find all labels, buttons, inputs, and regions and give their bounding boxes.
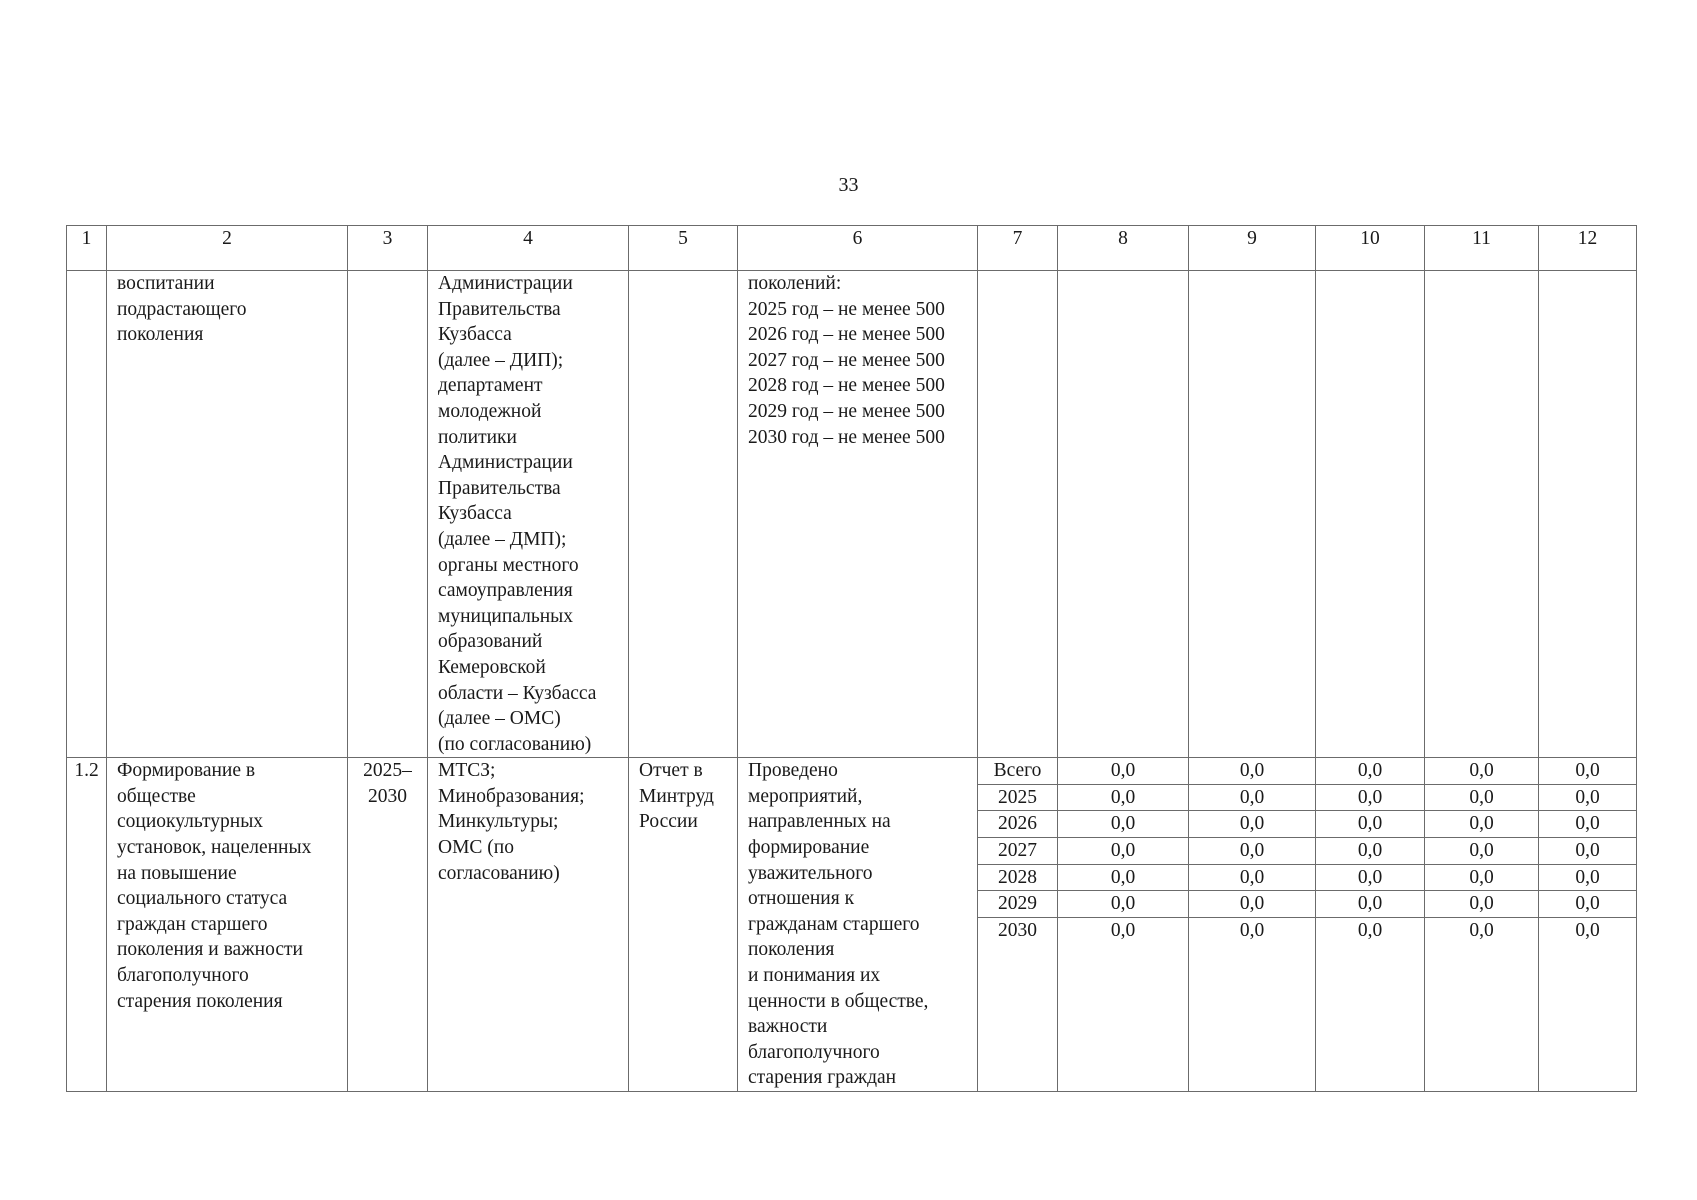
funding-value: 0,0 <box>1189 838 1315 865</box>
empty-cell <box>1539 271 1637 758</box>
control-form-cell: Отчет в Минтруд России <box>629 758 738 1092</box>
funding-value: 0,0 <box>1058 838 1188 865</box>
funding-value: 0,0 <box>1239 919 1265 941</box>
funding-value: 0,0 <box>1189 864 1315 891</box>
funding-value: 0,0 <box>1425 838 1538 865</box>
funding-value: 0,0 <box>1316 891 1424 918</box>
result-cell: Проведено мероприятий, направленных на формирование уважительного отношения к гражданам старшего поколения и понимания их ценности в обществе, важности благополучного старения граждан <box>738 758 978 1092</box>
year-label: 2026 <box>978 811 1057 838</box>
funding-value: 0,0 <box>1189 811 1315 838</box>
funding-value: 0,0 <box>1110 919 1136 941</box>
funding-value: 0,0 <box>1189 784 1315 811</box>
year-label: Всего <box>978 758 1057 784</box>
year-label: 2025 <box>978 784 1057 811</box>
funding-value: 0,0 <box>1425 784 1538 811</box>
funding-value: 0,0 <box>1058 891 1188 918</box>
funding-value: 0,0 <box>1058 758 1188 784</box>
funding-value: 0,0 <box>1539 838 1636 865</box>
funding-value: 0,0 <box>1316 864 1424 891</box>
funding-value: 0,0 <box>1425 758 1538 784</box>
control-form-cell <box>629 271 738 758</box>
funding-value: 0,0 <box>1425 891 1538 918</box>
header-cell: 11 <box>1425 226 1539 271</box>
period-cell <box>348 271 428 758</box>
header-row <box>67 226 1637 271</box>
program-table <box>66 225 1637 1092</box>
funding-value: 0,0 <box>1316 784 1424 811</box>
table-row <box>67 271 1637 758</box>
funding-value: 0,0 <box>1316 758 1424 784</box>
event-name-cell: воспитании подрастающего поколения <box>107 271 348 758</box>
year-column <box>978 758 1058 1092</box>
funding-value: 0,0 <box>1575 919 1600 941</box>
row-number-cell: 1.2 <box>67 758 107 1092</box>
header-cell: 8 <box>1058 226 1189 271</box>
funding-column-8 <box>1058 758 1189 1092</box>
funding-value: 0,0 <box>1316 811 1424 838</box>
empty-cell <box>978 271 1058 758</box>
funding-value: 0,0 <box>1539 864 1636 891</box>
funding-value: 0,0 <box>1316 838 1424 865</box>
empty-cell <box>1316 271 1425 758</box>
empty-cell <box>1189 271 1316 758</box>
funding-value: 0,0 <box>1189 758 1315 784</box>
funding-value: 0,0 <box>1539 784 1636 811</box>
header-cell: 6 <box>738 226 978 271</box>
header-cell: 1 <box>67 226 107 271</box>
year-label: 2030 <box>998 919 1037 941</box>
year-label: 2027 <box>978 838 1057 865</box>
year-label: 2028 <box>978 864 1057 891</box>
period-cell: 2025– 2030 <box>348 758 428 1092</box>
funding-column-10 <box>1316 758 1425 1092</box>
executor-cell: Администрации Правительства Кузбасса (далее – ДИП); департамент молодежной политики Администрации Правительства Кузбасса (далее – ДМП); органы местного самоуправления муниципальных образований Кемеровской области – Кузбасса (далее – ОМС) (по согласованию) <box>428 271 629 758</box>
event-name-cell: Формирование в обществе социокультурных установок, нацеленных на повышение социального статуса граждан старшего поколения и важности благополучного старения поколения <box>107 758 348 1092</box>
header-cell: 9 <box>1189 226 1316 271</box>
funding-value: 0,0 <box>1058 811 1188 838</box>
funding-value: 0,0 <box>1539 891 1636 918</box>
funding-column-12 <box>1539 758 1637 1092</box>
funding-value: 0,0 <box>1058 864 1188 891</box>
funding-value: 0,0 <box>1058 784 1188 811</box>
funding-value: 0,0 <box>1425 811 1538 838</box>
funding-value: 0,0 <box>1469 919 1494 941</box>
funding-value: 0,0 <box>1357 919 1383 941</box>
funding-value: 0,0 <box>1189 891 1315 918</box>
header-cell: 3 <box>348 226 428 271</box>
executor-cell: МТСЗ; Минобразования; Минкультуры; ОМС (по согласованию) <box>428 758 629 1092</box>
row-number-cell <box>67 271 107 758</box>
header-cell: 5 <box>629 226 738 271</box>
empty-cell <box>1425 271 1539 758</box>
header-cell: 12 <box>1539 226 1637 271</box>
year-label: 2029 <box>978 891 1057 918</box>
funding-column-9 <box>1189 758 1316 1092</box>
table-row <box>67 758 1637 1092</box>
header-cell: 10 <box>1316 226 1425 271</box>
result-cell: поколений: 2025 год – не менее 500 2026 год – не менее 500 2027 год – не менее 500 2028 год – не менее 500 2029 год – не менее 500 2030 год – не менее 500 <box>738 271 978 758</box>
funding-column-11 <box>1425 758 1539 1092</box>
header-cell: 4 <box>428 226 629 271</box>
funding-value: 0,0 <box>1425 864 1538 891</box>
header-cell: 2 <box>107 226 348 271</box>
header-cell: 7 <box>978 226 1058 271</box>
funding-value: 0,0 <box>1539 758 1636 784</box>
page-number: 33 <box>838 174 859 196</box>
funding-value: 0,0 <box>1539 811 1636 838</box>
empty-cell <box>1058 271 1189 758</box>
